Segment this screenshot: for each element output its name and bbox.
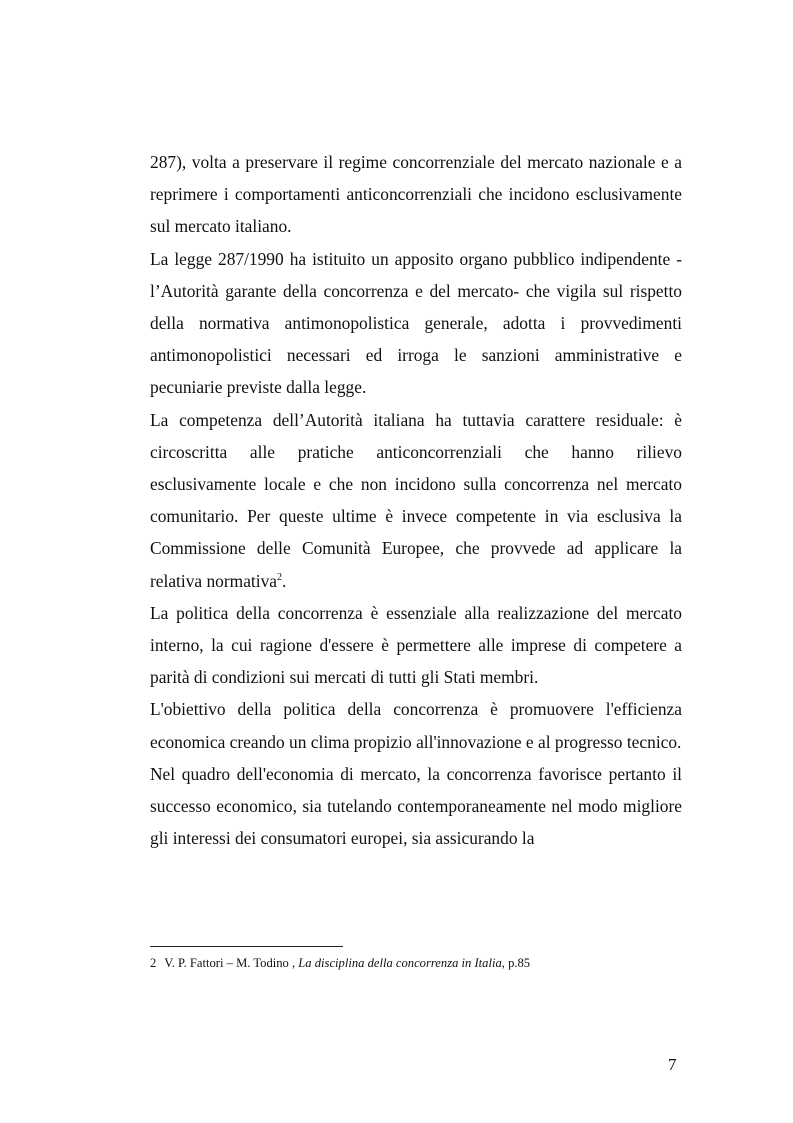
paragraph: La legge 287/1990 ha istituito un apposito organo pubblico indipendente - l’Autorità garante della concorrenza e del mercato- che vigila sul rispetto della normativa antimonopolistica generale, adotta i provvedimenti antimonopolistici necessari ed irroga le sanzioni amministrative e pecuniarie previste dalla legge.	[150, 248, 682, 398]
paragraph: L'obiettivo della politica della concorrenza è promuovere l'efficienza economica creando un clima propizio all'innovazione e al progresso tecnico.	[150, 699, 682, 752]
paragraph-text: La competenza dell’Autorità italiana ha tuttavia carattere residuale: è circoscritta alle pratiche anticoncorrenziali che hanno rilievo esclusivamente locale e che non incidono sulla concorrenza nel mercato comunitario. Per queste ultime è invece competente in via esclusiva la Commissione delle Comunità Europee, che provvede ad applicare la relativa normativa	[150, 409, 682, 591]
paragraph: 287), volta a preservare il regime concorrenziale del mercato nazionale e a reprimere i comportamenti anticoncorrenziali che incidono esclusivamente sul mercato italiano.	[150, 152, 682, 237]
sentence-end: .	[282, 570, 287, 591]
footnote-reference[interactable]: 2	[277, 571, 282, 583]
paragraph: Nel quadro dell'economia di mercato, la concorrenza favorisce pertanto il successo economico, sia tutelando contemporaneamente nel modo migliore gli interessi dei consumatori europei, sia assicurando la	[150, 763, 682, 849]
footnote	[150, 955, 690, 971]
footnote-number: 2	[150, 956, 157, 970]
body-text	[150, 146, 682, 854]
paragraph: La politica della concorrenza è essenziale alla realizzazione del mercato interno, la cui ragione d'essere è permettere alle imprese di competere a parità di condizioni sui mercati di tutti gli Stati membri.	[150, 602, 682, 688]
footnote-title: La disciplina della concorrenza in Italia	[298, 956, 502, 970]
footnote-divider	[150, 946, 343, 947]
page-number: 7	[668, 1055, 677, 1074]
paragraph	[150, 404, 682, 597]
footnote-pages: , p.85	[501, 956, 531, 970]
footnote-authors: V. P. Fattori – M. Todino ,	[164, 956, 296, 970]
